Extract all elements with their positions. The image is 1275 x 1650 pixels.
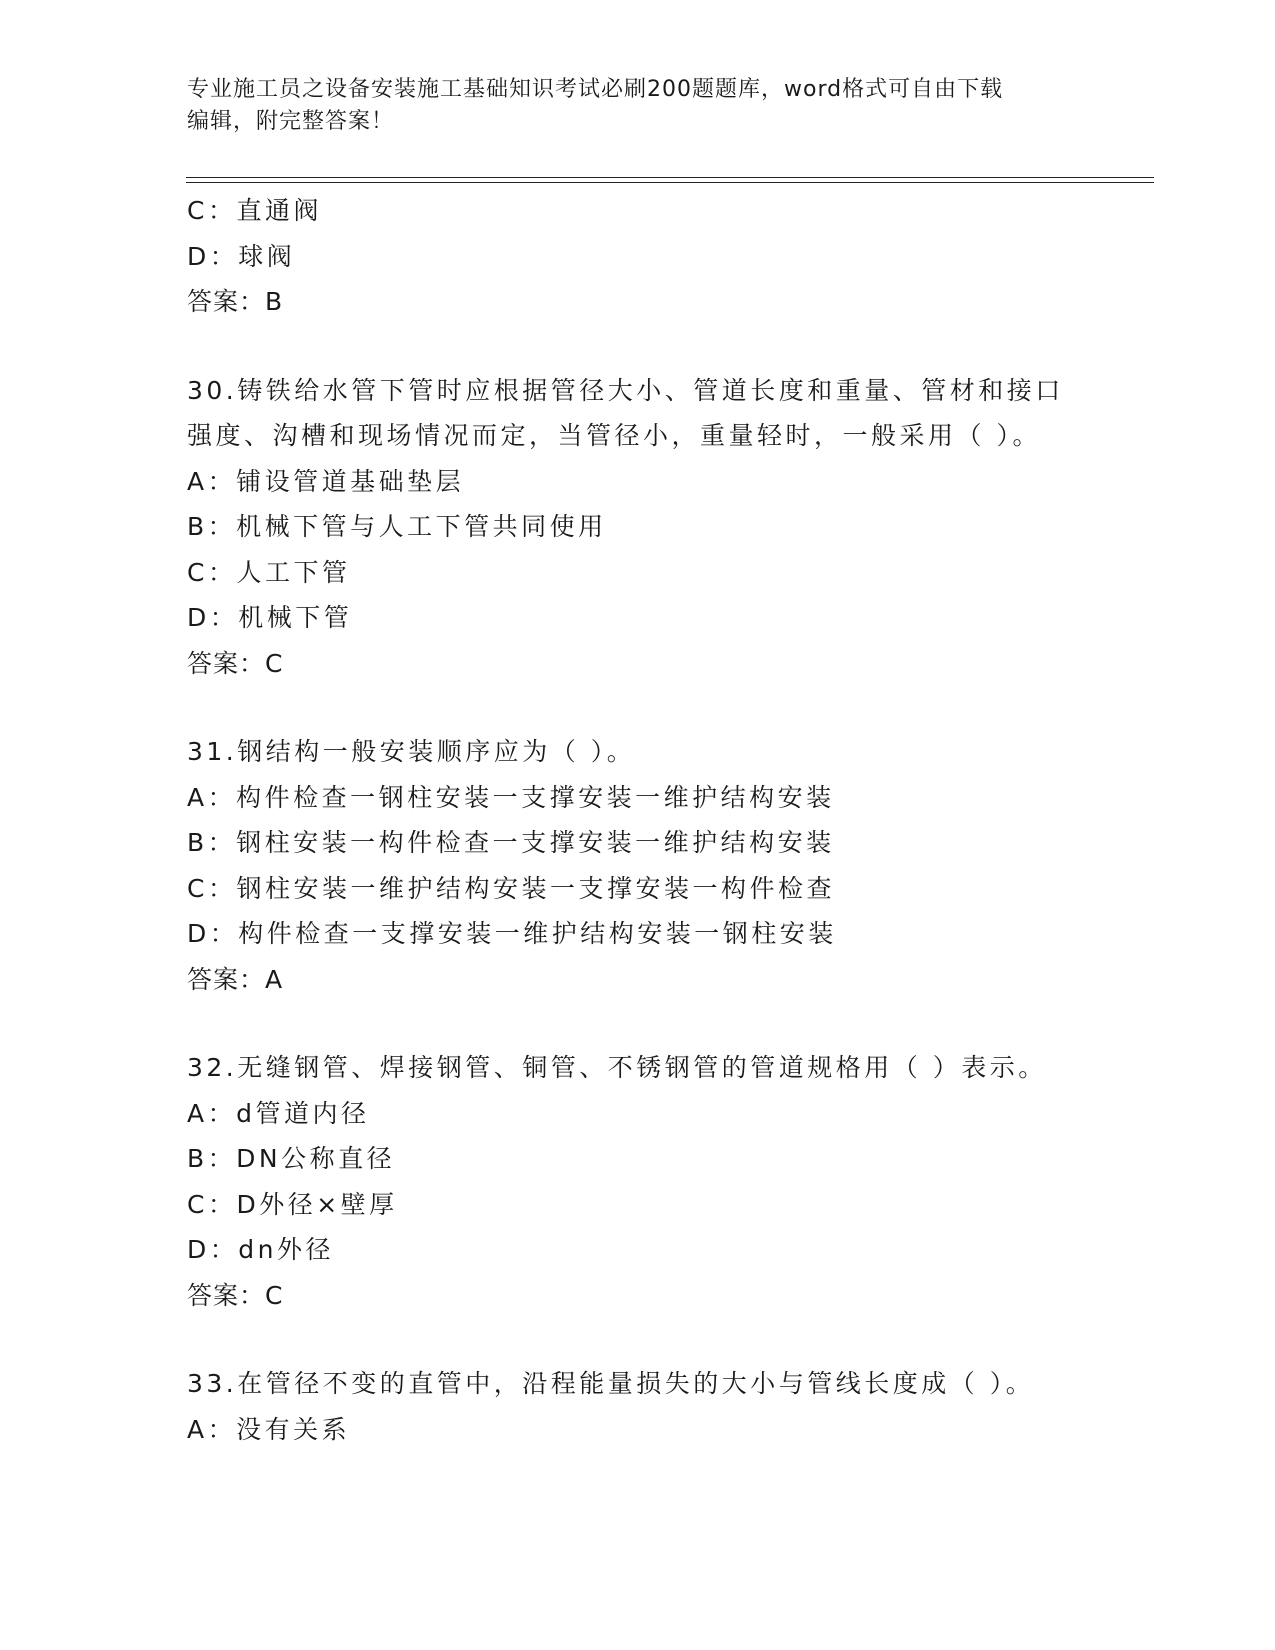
question-stem-line-2: 强度、沟槽和现场情况而定，当管径小，重量轻时，一般采用（ ）。 <box>187 421 1041 450</box>
answer-line: 答案：A <box>187 964 284 994</box>
question-spacer <box>187 1318 1137 1361</box>
option-b: B：机械下管与人工下管共同使用 <box>187 512 607 541</box>
question-stem: 32.无缝钢管、焊接钢管、铜管、不锈钢管的管道规格用（ ）表示。 <box>187 1053 1047 1082</box>
option-a: A：没有关系 <box>187 1414 351 1444</box>
option-c: C：人工下管 <box>187 557 351 587</box>
option-d: D：构件检查一支撑安装一维护结构安装一钢柱安装 <box>187 919 837 948</box>
question-stem: 33.在管径不变的直管中，沿程能量损失的大小与管线长度成（ ）。 <box>187 1369 1035 1398</box>
answer-line: 答案：B <box>187 287 284 316</box>
answer-line: 答案：C <box>187 1280 284 1310</box>
header-title-line-1: 专业施工员之设备安装施工基础知识考试必刷200题题库，word格式可自由下载 <box>187 77 1004 102</box>
question-stem: 31.钢结构一般安装顺序应为（ ）。 <box>187 737 636 766</box>
option-c: C：钢柱安装一维护结构安装一支撑安装一构件检查 <box>187 873 835 903</box>
question-spacer <box>187 1002 1137 1045</box>
option-b: B：钢柱安装一构件检查一支撑安装一维护结构安装 <box>187 828 835 857</box>
question-31 <box>187 729 1137 1002</box>
header-title-line-2: 编辑，附完整答案！ <box>187 109 395 134</box>
question-list <box>187 188 1137 1452</box>
question-30 <box>187 368 1137 687</box>
option-a: A：d管道内径 <box>187 1098 370 1128</box>
option-d: D：机械下管 <box>187 603 353 632</box>
header-divider-bottom <box>186 182 1154 183</box>
question-spacer <box>187 686 1137 729</box>
question-33 <box>187 1361 1137 1452</box>
option-a: A：构件检查一钢柱安装一支撑安装一维护结构安装 <box>187 782 835 812</box>
option-c: C：直通阀 <box>187 196 322 225</box>
question-spacer <box>187 325 1137 368</box>
option-c: C：D外径×壁厚 <box>187 1189 398 1219</box>
document-header <box>187 74 1087 138</box>
option-d: D：dn外径 <box>187 1235 334 1264</box>
option-d: D：球阀 <box>187 241 296 271</box>
answer-line: 答案：C <box>187 648 284 678</box>
option-a: A：铺设管道基础垫层 <box>187 466 465 496</box>
option-b: B：DN公称直径 <box>187 1144 396 1173</box>
question-32 <box>187 1045 1137 1318</box>
header-divider-top <box>186 177 1154 178</box>
question-stem-line-1: 30.铸铁给水管下管时应根据管径大小、管道长度和重量、管材和接口 <box>187 375 1064 405</box>
question-29-tail <box>187 188 1137 325</box>
